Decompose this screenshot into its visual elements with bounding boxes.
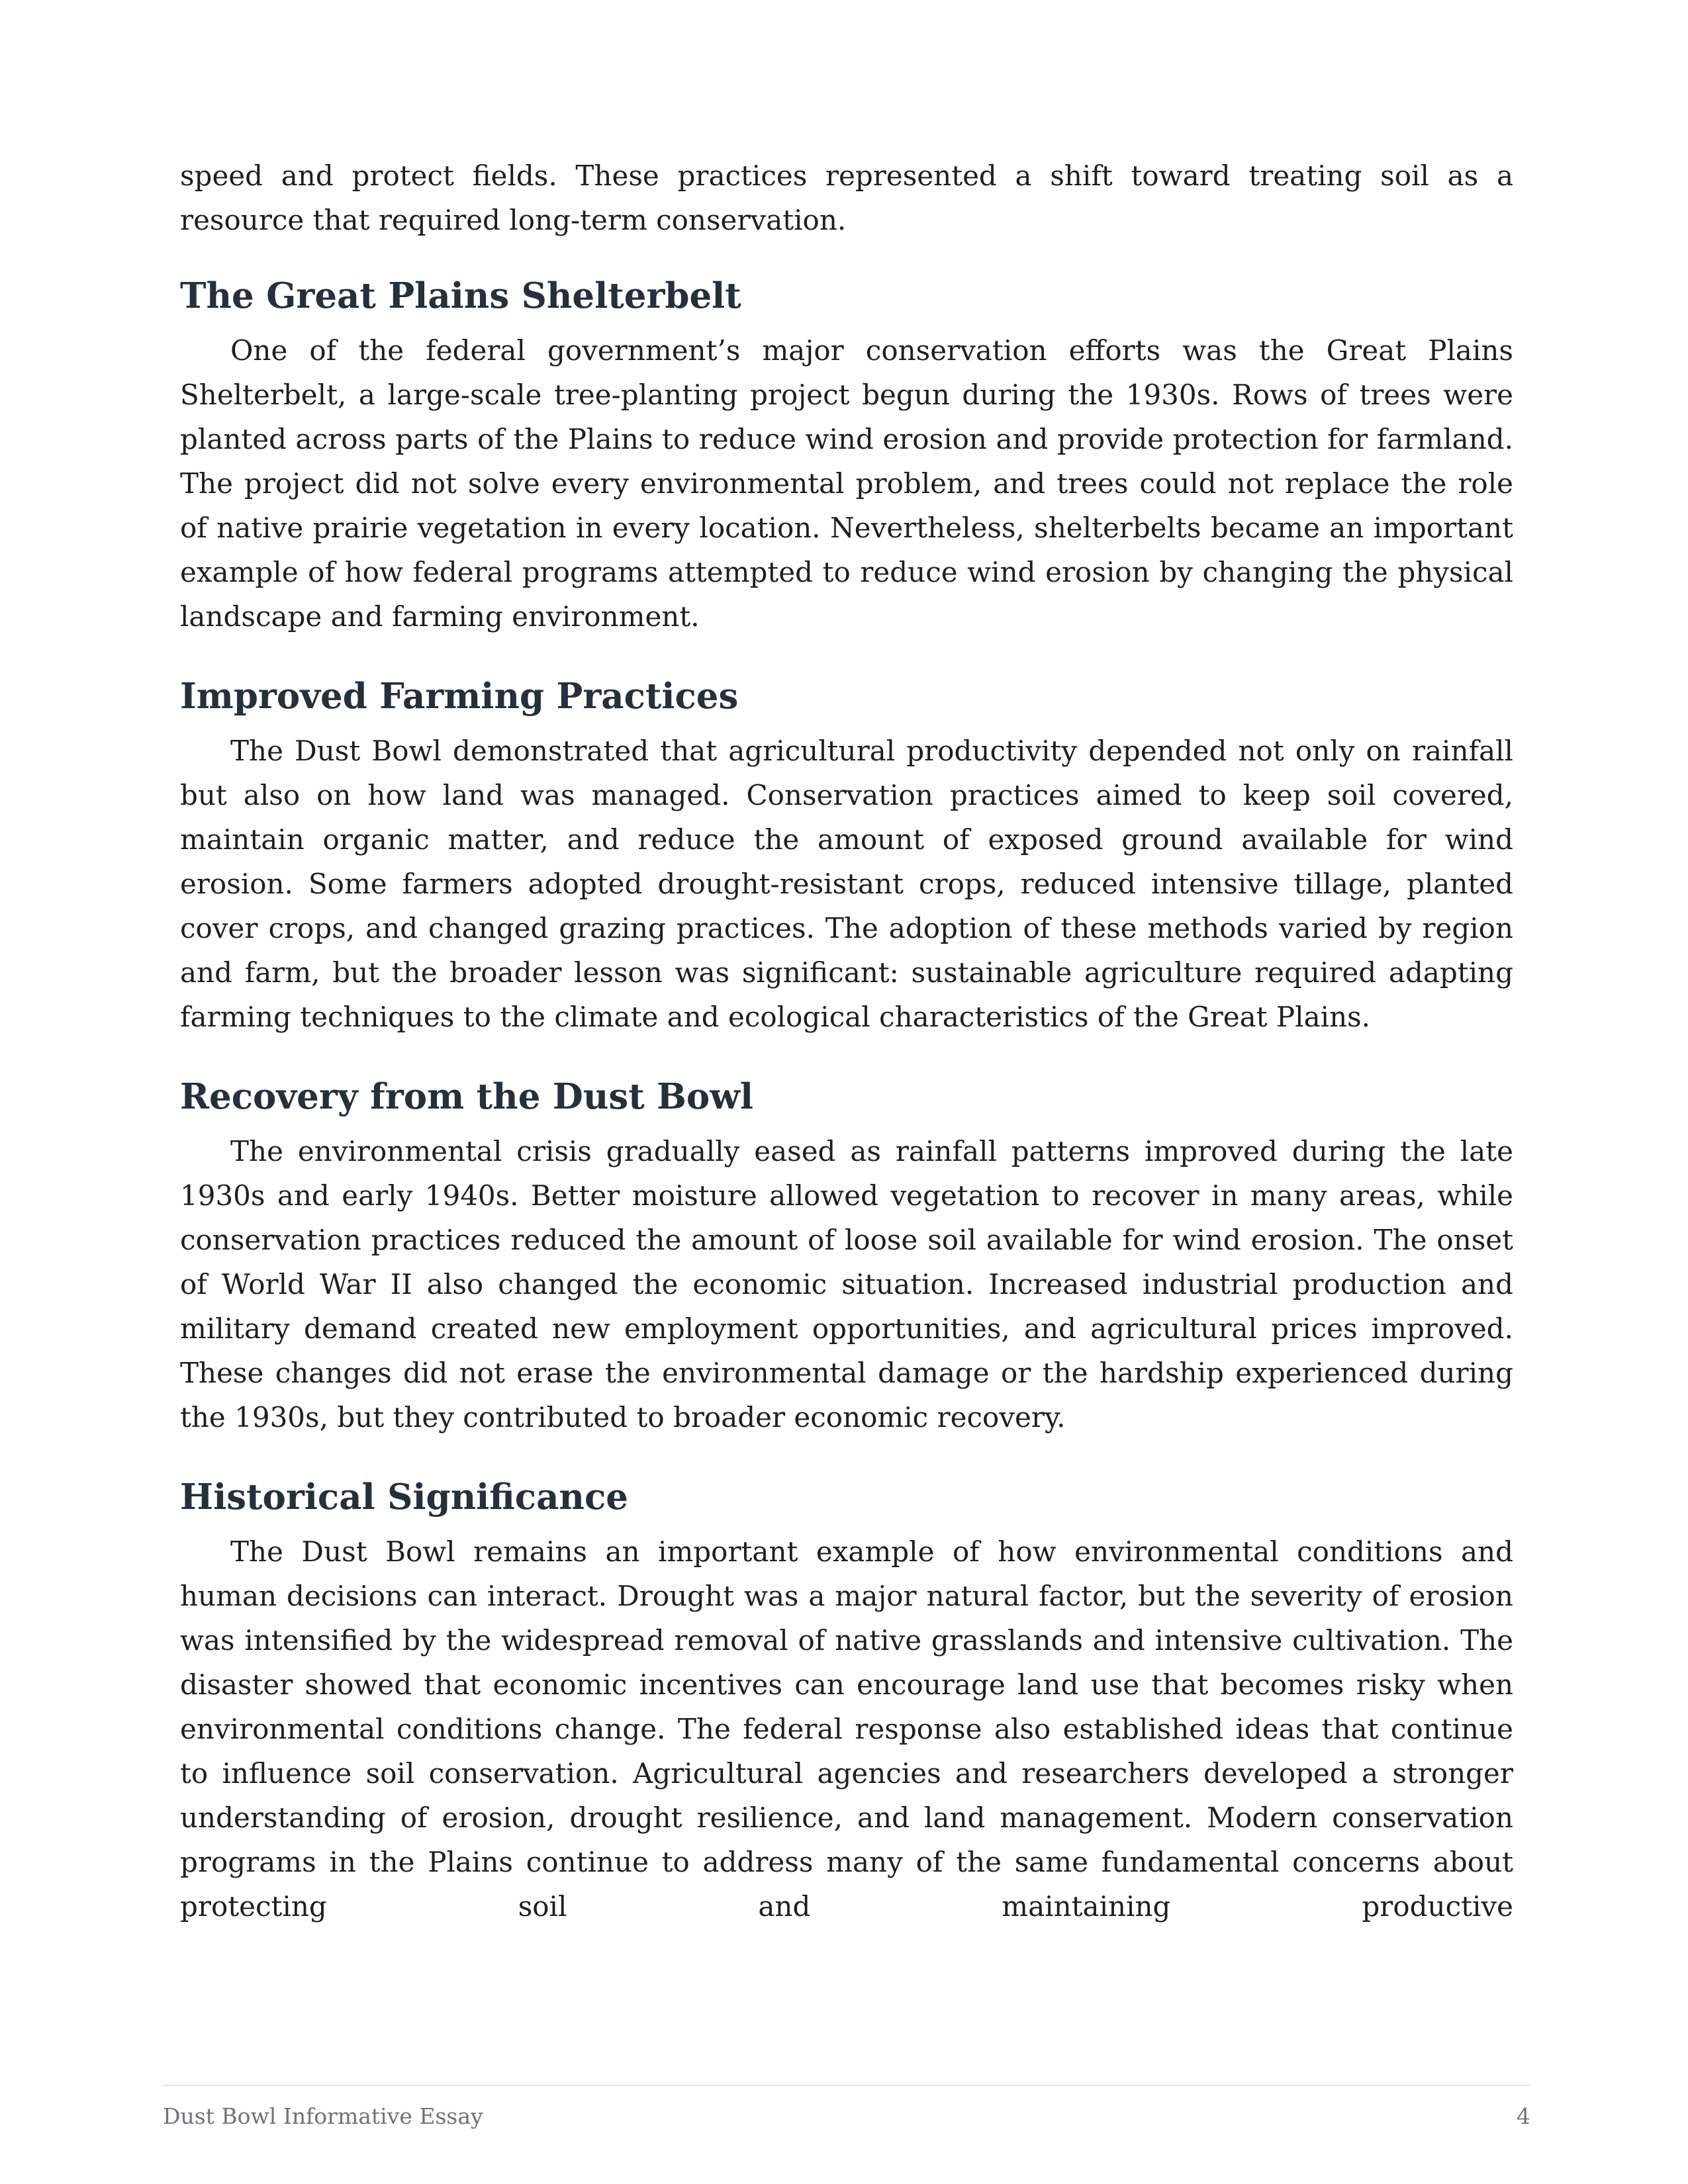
intro-paragraph: speed and protect fields. These practices represented a shift toward treating soil as a resource that required long-term conservation. <box>180 159 1513 236</box>
section-heading: Recovery from the Dust Bowl <box>180 1076 754 1117</box>
section-paragraph: The Dust Bowl remains an important example of how environmental conditions and human decisions can interact. Drought was a major natural factor, but the severity of erosion was intensified by the widespread removal of native grasslands and intensive cultivation. The disaster showed that economic incentives can encourage land use that becomes risky when environmental conditions change. The federal response also established ideas that continue to influence soil conservation. Agricultural agencies and researchers developed a stronger understanding of erosion, drought resilience, and land management. Modern conservation programs in the Plains continue to address many of the same fundamental concerns about protecting soil and maintaining productive <box>180 1535 1513 1923</box>
section-heading: The Great Plains Shelterbelt <box>180 275 741 316</box>
section-shelterbelt <box>180 273 1513 639</box>
section-paragraph: The Dust Bowl demonstrated that agricultural productivity depended not only on rainfall but also on how land was managed. Conservation practices aimed to keep soil covered, maintain organic matter, and reduce the amount of exposed ground available for wind erosion. Some farmers adopted drought-resistant crops, reduced intensive tillage, planted cover crops, and changed grazing practices. The adoption of these methods varied by region and farm, but the broader lesson was significant: sustainable agriculture required adapting farming techniques to the climate and ecological characteristics of the Great Plains. <box>180 735 1513 1033</box>
footer-page-number: 4 <box>1517 2103 1530 2129</box>
page-footer <box>163 2085 1530 2129</box>
document-page <box>180 154 1513 1929</box>
section-heading: Historical Significance <box>180 1477 628 1518</box>
section-historical-significance <box>180 1474 1513 1929</box>
section-farming-practices <box>180 673 1513 1039</box>
section-recovery <box>180 1073 1513 1439</box>
section-paragraph: The environmental crisis gradually eased as rainfall patterns improved during the late 1930s and early 1940s. Better moisture allowed vegetation to recover in many areas, while conservation practices reduced the amount of loose soil available for wind erosion. The onset of World War II also changed the economic situation. Increased industrial production and military demand created new employment opportunities, and agricultural prices improved. These changes did not erase the environmental damage or the hardship experienced during the 1930s, but they contributed to broader economic recovery. <box>180 1135 1513 1433</box>
section-heading: Improved Farming Practices <box>180 676 739 717</box>
section-paragraph: One of the federal government’s major conservation efforts was the Great Plains Shelterbelt, a large-scale tree-planting project begun during the 1930s. Rows of trees were planted across parts of the Plains to reduce wind erosion and provide protection for farmland. The project did not solve every environmental problem, and trees could not replace the role of native prairie vegetation in every location. Nevertheless, shelterbelts became an important example of how federal programs attempted to reduce wind erosion by changing the physical landscape and farming environment. <box>180 334 1513 633</box>
footer-document-title: Dust Bowl Informative Essay <box>163 2103 483 2129</box>
